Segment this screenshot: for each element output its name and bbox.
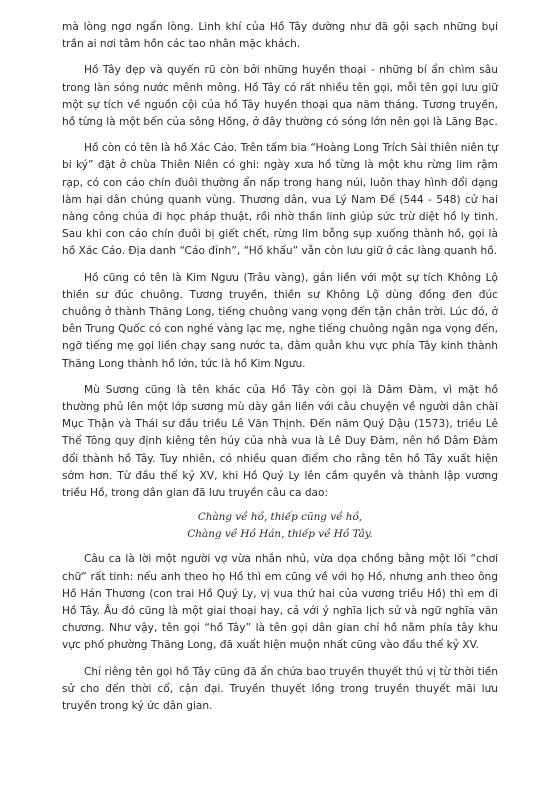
document-page: [62, 19, 498, 724]
paragraph-poem-explanation: Câu ca là lời một người vợ vừa nhắn nhủ, vừa dọa chồng bằng một lối “chơi chữ” rất tinh: nếu anh theo họ Hồ thì em cũng về với họ Hồ, nhưng anh theo ông Hồ Hán Thương (con trai Hồ Quý Ly, vị vua thứ hai của vương triều Hồ) thì em đi Hồ Tây. Âu đó cũng là một giai thoại hay, cả với ý nghĩa lịch sử và ngữ nghĩa văn chương. Như vậy, tên gọi “hồ Tây” là tên gọi dân gian chỉ hồ nằm phía tây khu vực phố phường Thăng Long, đã xuất hiện muộn nhất cũng vào đầu thế kỷ XV.: [62, 553, 498, 652]
paragraph-dam-dam: Mù Sương cũng là tên khác của Hồ Tây còn gọi là Dâm Đàm, vì mặt hồ thường phủ lên một lớp sương mù dày gắn liền với câu chuyện về người dân chài Mục Thận và Thái sư đầu triều Lê Văn Thịnh. Đến năm Quý Dậu (1573), triều Lê Thế Tông quy định kiêng tên húy của nhà vua là Lê Duy Đàm, nên hồ Dâm Đàm đổi thành hồ Tây. Tuy nhiên, có nhiều quan điểm cho rằng tên hồ Tây xuất hiện sớm hơn. Từ đầu thế kỷ XV, khi Hồ Quý Ly lên cầm quyền và thành lập vương triều Hồ, trong dân gian đã lưu truyền câu ca dao:: [62, 383, 498, 500]
folk-poem: [62, 509, 498, 542]
paragraph-lang-bac: Hồ Tây đẹp và quyến rũ còn bởi những huyền thoại - những bí ẩn chìm sâu trong làn sóng nước mênh mông. Hồ Tây có rất nhiều tên gọi, mỗi tên gọi lưu giữ một sự tích về nguồn cội của hồ Tây huyền thoại qua năm tháng. Tương truyền, hồ từng là một bến của sông Hồng, ở đây thường có sóng lớn nên gọi là Lãng Bạc.: [62, 64, 498, 129]
paragraph-continuation: mà lòng ngơ ngẩn lòng. Linh khí của Hồ Tây dường như đã gội sạch những bụi trần ai nơi tâm hồn các tao nhân mặc khách.: [62, 21, 498, 51]
paragraph-kim-nguu: Hồ cũng có tên là Kim Ngưu (Trâu vàng), gắn liền với một sự tích Không Lộ thiền sư đúc chuông. Tương truyền, thiền sư Không Lộ dùng đồng đen đúc chuông ở thành Thăng Long, tiếng chuông vang vọng đến tận chân trời. Lúc đó, ở bên Trung Quốc có con nghé vàng lạc mẹ, nghe tiếng chuông ngân nga vọng đến, ngỡ tiếng mẹ gọi liền chạy sang nước ta, đằm quẫn khu vực phía Tây kinh thành Thăng Long thành hồ lớn, tức là hồ Kim Ngưu.: [62, 271, 498, 370]
poem-line: Chàng về hồ, thiếp cũng về hồ,: [197, 511, 363, 524]
poem-line: Chàng về Hồ Hán, thiếp về Hồ Tây.: [187, 527, 373, 540]
paragraph-conclusion: Chỉ riêng tên gọi hồ Tây cũng đã ẩn chứa bao truyền thuyết thú vị từ thời tiền sử cho đến thời cổ, cận đại. Truyền thuyết lồng trong truyền thuyết mãi lưu truyền trong ký ức dân gian.: [62, 665, 498, 713]
paragraph-xac-cao: Hồ còn có tên là hồ Xác Cáo. Trên tấm bia “Hoàng Long Trích Sài thiên niên tự bi ký” đặt ở chùa Thiên Niên có ghi: ngày xưa hồ từng là một khu rừng lim rậm rạp, có con cáo chín đuôi thường ẩn nấp trong hang núi, luôn thay hình đổi dạng làm hại dân chúng quanh vùng. Thương dân, vua Lý Nam Đế (544 - 548) cử hai nàng công chúa đi học pháp thuật, rồi nhờ thần linh giúp sức trừ diệt hồ ly tinh. Sau khi con cáo chín đuôi bị giết chết, rừng lim bỗng sụp xuống thành hồ, gọi là hồ Xác Cáo. Địa danh “Cáo đỉnh”, “Hồ khẩu” vẫn còn lưu giữ ở các làng quanh hồ.: [62, 142, 498, 258]
